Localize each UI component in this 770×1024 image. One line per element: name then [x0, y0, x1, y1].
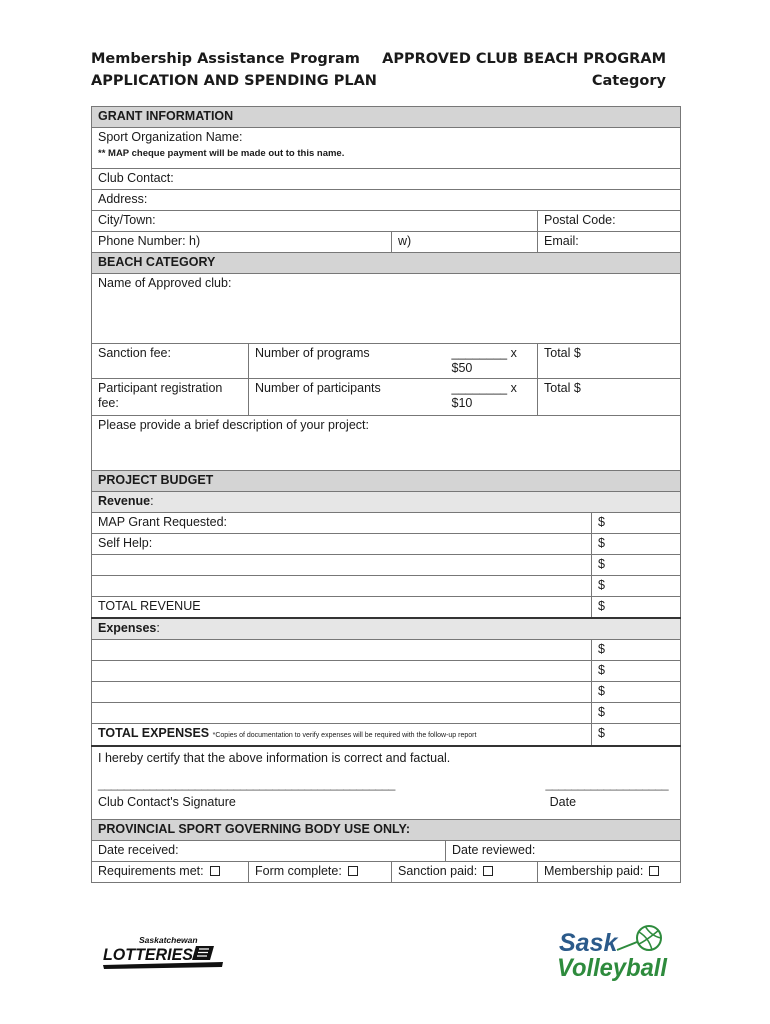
- sanction-paid-label: Sanction paid:: [398, 864, 478, 878]
- form-complete-label: Form complete:: [255, 864, 342, 878]
- total-revenue-amount[interactable]: $: [592, 597, 681, 619]
- cheque-note: ** MAP cheque payment will be made out to this name.: [98, 148, 345, 159]
- requirements-met-checkbox[interactable]: [210, 866, 220, 876]
- map-grant-amount[interactable]: $: [592, 513, 681, 534]
- expenses-header: [92, 618, 681, 640]
- membership-paid-label: Membership paid:: [544, 864, 644, 878]
- volleyball-icon: [637, 926, 661, 950]
- expense-row[interactable]: [92, 661, 592, 682]
- membership-paid-checkbox[interactable]: [649, 866, 659, 876]
- category-label: Category: [591, 73, 666, 89]
- certify-statement: I hereby certify that the above information is correct and factual.: [98, 751, 451, 765]
- expense-amount[interactable]: $: [592, 682, 681, 703]
- total-expenses-row: [92, 724, 592, 747]
- num-participants-label: Number of participants: [249, 379, 446, 416]
- lotteries-big-text: LOTTERIES: [103, 945, 194, 964]
- expense-row[interactable]: [92, 703, 592, 724]
- revenue-blank-amount[interactable]: $: [592, 555, 681, 576]
- beach-section-header: BEACH CATEGORY: [92, 253, 681, 274]
- form-complete-field: [249, 862, 392, 883]
- total-revenue-label: TOTAL REVENUE: [92, 597, 592, 619]
- form-complete-checkbox[interactable]: [348, 866, 358, 876]
- signature-line[interactable]: ______________________________________________: [98, 777, 395, 791]
- self-help-amount[interactable]: $: [592, 534, 681, 555]
- sanction-fee-label: Sanction fee:: [92, 344, 249, 379]
- date-received-field[interactable]: Date received:: [92, 841, 446, 862]
- signature-label: Club Contact's Signature: [98, 795, 236, 809]
- expenses-label: Expenses: [98, 621, 157, 635]
- expense-row[interactable]: [92, 640, 592, 661]
- form-title: APPLICATION AND SPENDING PLAN: [91, 73, 377, 89]
- sanction-paid-field: [392, 862, 538, 883]
- city-field[interactable]: City/Town:: [92, 211, 538, 232]
- motion-swoosh-icon: [617, 942, 637, 950]
- club-contact-field[interactable]: Club Contact:: [92, 169, 681, 190]
- revenue-blank-amount[interactable]: $: [592, 576, 681, 597]
- membership-paid-field: [538, 862, 681, 883]
- revenue-label: Revenue: [98, 494, 151, 508]
- revenue-blank-row[interactable]: [92, 576, 592, 597]
- expense-amount[interactable]: $: [592, 640, 681, 661]
- date-label: Date: [549, 795, 577, 809]
- grant-section-header: GRANT INFORMATION: [92, 107, 681, 128]
- club-name-field[interactable]: Name of Approved club:: [92, 274, 681, 344]
- sask-text: Sask: [559, 929, 618, 957]
- address-field[interactable]: Address:: [92, 190, 681, 211]
- sanction-paid-checkbox[interactable]: [483, 866, 493, 876]
- expense-amount[interactable]: $: [592, 703, 681, 724]
- total-expenses-amount[interactable]: $: [592, 724, 681, 747]
- volleyball-text: Volleyball: [557, 954, 668, 982]
- date-line[interactable]: ___________________: [545, 777, 669, 791]
- expense-row[interactable]: [92, 682, 592, 703]
- expenses-colon: :: [156, 621, 160, 635]
- participants-rate-field[interactable]: ________ x $10: [446, 379, 538, 416]
- certification-block: [92, 746, 681, 820]
- phone-work-field[interactable]: w): [392, 232, 538, 253]
- postal-code-field[interactable]: Postal Code:: [538, 211, 681, 232]
- self-help-row[interactable]: Self Help:: [92, 534, 592, 555]
- revenue-colon: :: [150, 494, 154, 508]
- expense-amount[interactable]: $: [592, 661, 681, 682]
- lotteries-small-text: Saskatchewan: [139, 935, 198, 945]
- expenses-documentation-note: *Copies of documentation to verify expenses will be required with the follow-up report: [212, 732, 477, 739]
- phone-home-field[interactable]: Phone Number: h): [92, 232, 392, 253]
- header-right: [382, 48, 666, 92]
- participant-fee-label: Participant registration fee:: [92, 379, 249, 416]
- sask-lotteries-logo: [103, 934, 228, 972]
- programs-total-field[interactable]: Total $: [538, 344, 681, 379]
- requirements-met-label: Requirements met:: [98, 864, 204, 878]
- psgb-section-header: PROVINCIAL SPORT GOVERNING BODY USE ONLY:: [92, 820, 681, 841]
- requirements-met-field: [92, 862, 249, 883]
- sport-org-field[interactable]: [92, 128, 681, 169]
- project-description-field[interactable]: Please provide a brief description of your project:: [92, 416, 681, 471]
- map-grant-row[interactable]: MAP Grant Requested:: [92, 513, 592, 534]
- program-title: Membership Assistance Program: [91, 51, 360, 67]
- revenue-header: [92, 492, 681, 513]
- budget-section-header: PROJECT BUDGET: [92, 471, 681, 492]
- num-programs-label: Number of programs: [249, 344, 446, 379]
- total-expenses-label: TOTAL EXPENSES: [98, 726, 210, 740]
- category-title: APPROVED CLUB BEACH PROGRAM: [382, 51, 666, 67]
- programs-rate-field[interactable]: ________ x $50: [446, 344, 538, 379]
- participants-total-field[interactable]: Total $: [538, 379, 681, 416]
- application-form: [91, 106, 681, 883]
- sport-org-label: Sport Organization Name:: [98, 130, 243, 144]
- revenue-blank-row[interactable]: [92, 555, 592, 576]
- lotteries-emblem-icon: [192, 946, 214, 960]
- sask-volleyball-logo: [555, 920, 670, 982]
- header-left: [91, 48, 377, 92]
- date-reviewed-field[interactable]: Date reviewed:: [446, 841, 681, 862]
- email-field[interactable]: Email:: [538, 232, 681, 253]
